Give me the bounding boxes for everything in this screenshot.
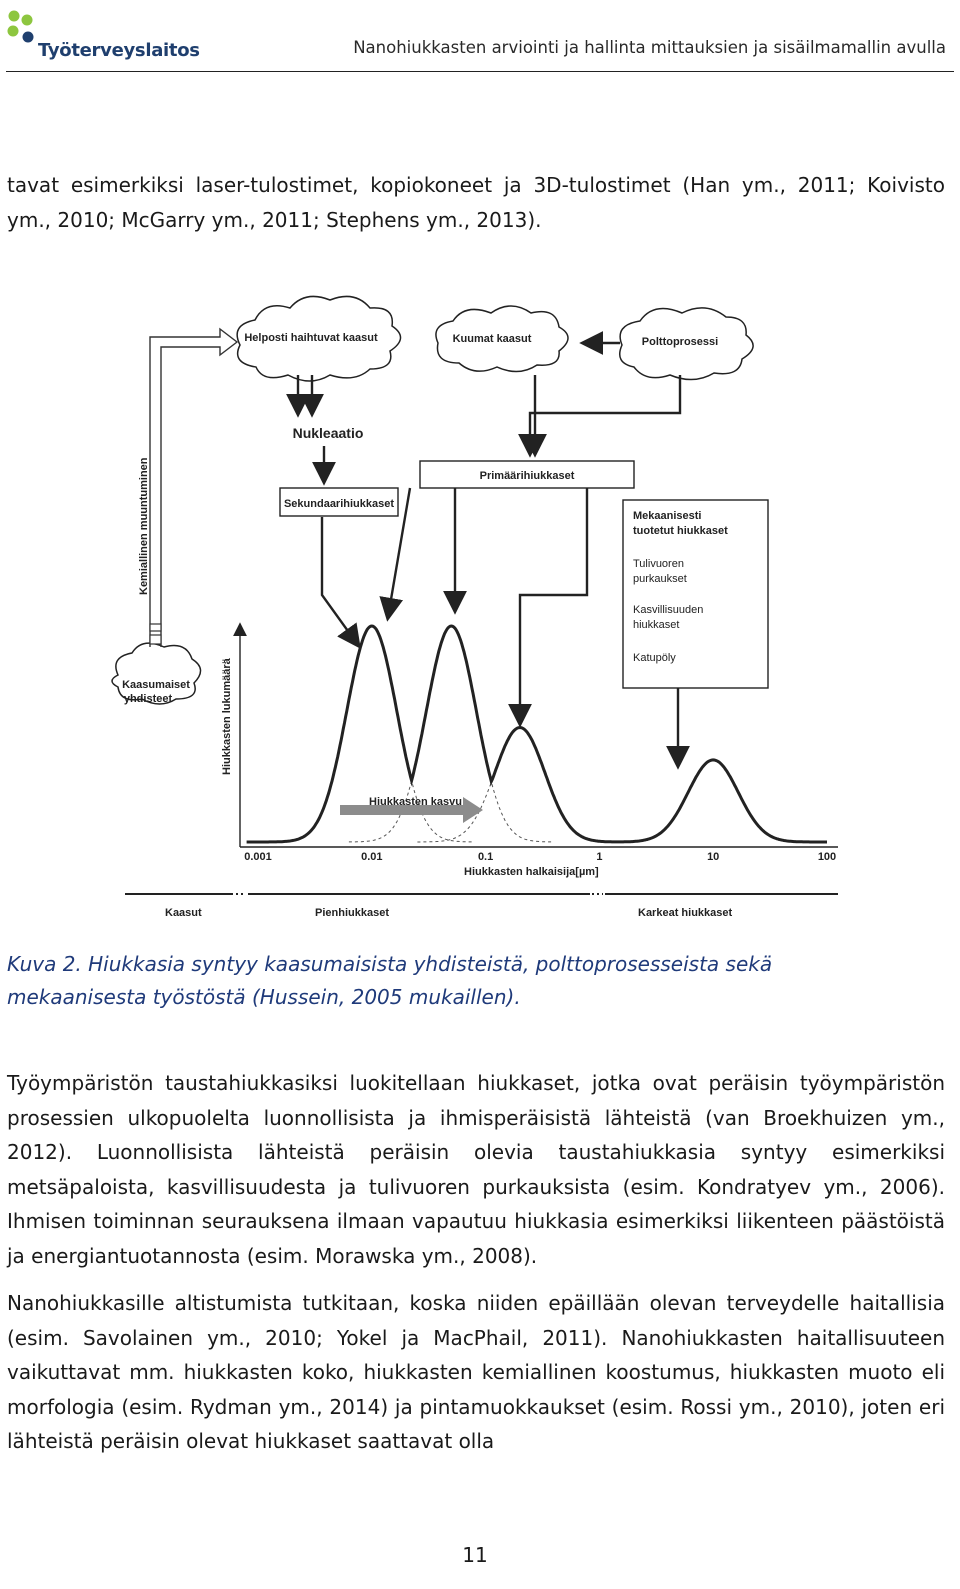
x-axis-label: Hiukkasten halkaisija[µm]	[464, 866, 599, 878]
size-class-fine: Pienhiukkaset	[315, 907, 389, 919]
organization-logo-icon	[4, 6, 40, 56]
mechanical-title-2: tuotetut hiukkaset	[633, 525, 728, 537]
mechanical-item-2a: Kasvillisuuden	[633, 604, 704, 616]
cloud-label-volatile-gases: Helposti haihtuvat kaasut	[244, 332, 378, 344]
cloud-gaseous-compounds	[112, 643, 201, 705]
x-tick-label-6: 100	[817, 851, 837, 863]
label-chemical-transformation: Kemiallinen muuntuminen	[138, 457, 150, 595]
page-header	[0, 0, 960, 72]
mechanical-item-2b: hiukkaset	[633, 619, 680, 631]
size-class-coarse: Karkeat hiukkaset	[638, 907, 733, 919]
mechanical-item-1b: purkaukset	[633, 573, 687, 585]
label-particle-growth: Hiukkasten kasvu	[369, 796, 462, 808]
cloud-volatile-gases	[237, 296, 400, 381]
size-class-band	[125, 894, 838, 919]
cloud-hot-gases	[436, 306, 568, 372]
x-tick-label-1: 0.001	[244, 851, 272, 863]
label-nucleation: Nukleaatio	[292, 425, 364, 441]
x-tick-label-4: 1	[596, 851, 603, 863]
figure-caption: Kuva 2. Hiukkasia syntyy kaasumaisista yhdisteistä, polttoprosesseista sekä mekaanisesta työstöstä (Hussein, 2005 mukaillen).	[7, 952, 773, 1009]
cloud-combustion	[620, 308, 753, 380]
label-primary-particles: Primäärihiukkaset	[479, 470, 575, 482]
x-tick-label-3: 0.1	[477, 851, 494, 863]
mode-curve-3	[417, 728, 621, 843]
mechanical-particles-box	[623, 500, 768, 688]
figure-particle-formation	[100, 295, 860, 935]
x-tick-label-5: 10	[707, 851, 720, 863]
y-axis-label: Hiukkasten lukumäärä	[221, 658, 233, 775]
cloud-label-gaseous-compounds-1: Kaasumaiset	[122, 679, 190, 691]
size-class-gases: Kaasut	[165, 907, 202, 919]
particle-growth-arrow	[340, 796, 483, 823]
running-title: Nanohiukkasten arviointi ja hallinta mittauksien ja sisäilmamallin avulla	[353, 38, 946, 57]
cloud-label-hot-gases: Kuumat kaasut	[452, 333, 532, 345]
mechanical-item-3: Katupöly	[633, 652, 676, 664]
x-tick-label-2: 0.01	[361, 851, 383, 863]
page-number: 11	[462, 1543, 488, 1567]
mechanical-title-1: Mekaanisesti	[633, 510, 702, 522]
mode-curve-4	[611, 760, 815, 842]
cloud-label-gaseous-compounds-2: yhdisteet	[123, 693, 173, 705]
mechanical-item-1a: Tulivuoren	[633, 558, 684, 570]
header-rule	[6, 71, 954, 72]
organization-name: Työterveyslaitos	[38, 40, 200, 61]
intro-paragraph: tavat esimerkiksi laser-tulostimet, kopiokoneet ja 3D-tulostimet (Han ym., 2011; Koivisto ym., 2010; McGarry ym., 2011; Stephens ym., 2013).	[7, 173, 945, 232]
body-paragraph-1: Työympäristön taustahiukkasiksi luokitellaan hiukkaset, jotka ovat peräisin työympäristön prosessien ulkopuolelta luonnollisista ja ihmisperäisistä lähteistä (van Broekhuizen ym., 2012). Luonnollisista lähteistä peräisin olevia taustahiukkasia syntyy esimerkiksi metsäpaloista, kasvillisuudesta ja tulivuoren purkauksista (esim. Kondratyev ym., 2006). Ihmisen toiminnan seurauksena ilmaan vapautuu hiukkasia esimerkiksi liikenteen päästöistä ja energiantuotannosta (esim. Morawska ym., 2008).	[7, 1071, 945, 1268]
body-paragraph-2: Nanohiukkasille altistumista tutkitaan, koska niiden epäillään olevan terveydelle haitallisia (esim. Savolainen ym., 2010; Yokel ja MacPhail, 2011). Nanohiukkasten haitallisuuteen vaikuttavat mm. hiukkasten koko, hiukkasten kemiallinen koostumus, hiukkasten muoto eli morfologia (esim. Rydman ym., 2014) ja pintamuokkaukset (esim. Rossi ym., 2010), joten eri lähteistä peräisin olevat hiukkaset saattavat olla	[7, 1291, 945, 1453]
cloud-label-combustion: Polttoprosessi	[641, 336, 719, 348]
figure-diagram	[100, 295, 860, 935]
chemical-transformation-arrow	[138, 329, 237, 647]
label-secondary-particles: Sekundaarihiukkaset	[283, 498, 395, 510]
